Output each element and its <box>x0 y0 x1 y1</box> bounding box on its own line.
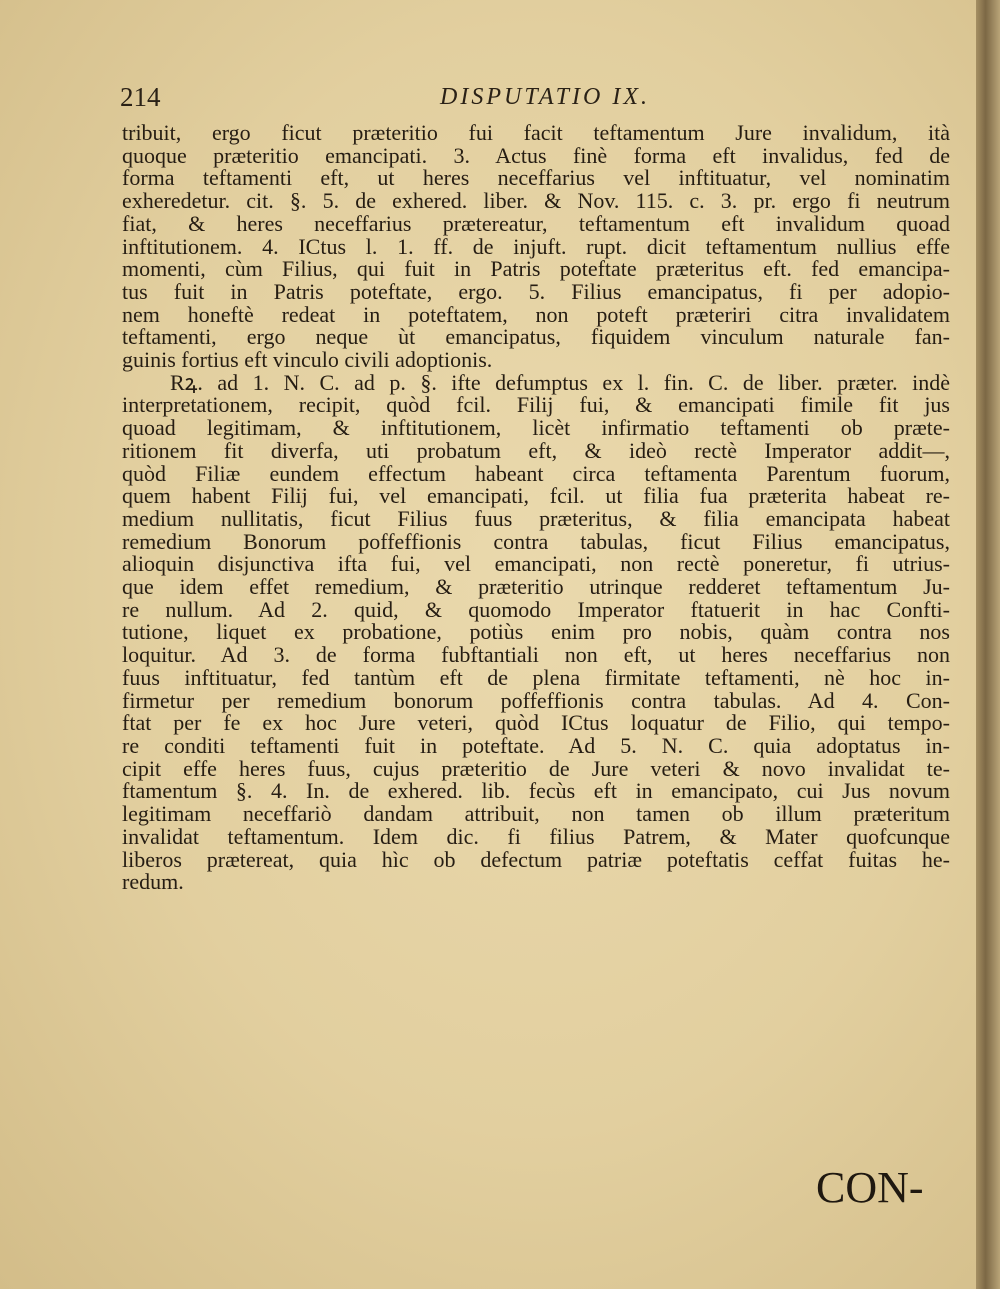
text-line: fuus inftituatur, fed tantùm eft de plena firmitate teftamenti, nè hoc in- <box>122 664 950 690</box>
text-line: inftitutionem. 4. ICtus l. 1. ff. de injuft. rupt. dicit teftamentum nullius effe <box>122 233 950 259</box>
text-line: forma teftamenti eft, ut heres neceffarius vel inftituatur, vel nominatim <box>122 165 950 191</box>
text-line: invalidat teftamentum. Idem dic. fi filius Patrem, & Mater quofcunque <box>122 823 950 849</box>
text-line: tutione, liquet ex probatione, potiùs enim pro nobis, quàm contra nos <box>122 619 950 645</box>
text-line: redum. <box>122 869 184 895</box>
running-head: DISPUTATIO IX. <box>440 84 650 110</box>
book-gutter <box>976 0 1000 1289</box>
text-line: re nullum. Ad 2. quid, & quomodo Imperator ftatuerit in hac Confti- <box>122 596 950 622</box>
text-line: firmetur per remedium bonorum poffeffionis contra tabulas. Ad 4. Con- <box>122 687 950 713</box>
text-line: interpretationem, recipit, quòd fcil. Filij fui, & emancipati fimile fit jus <box>122 392 950 418</box>
text-line: ritionem fit diverfa, uti probatum eft, & ideò rectè Imperator addit—, <box>122 437 950 463</box>
text-line: quem habent Filij fui, vel emancipati, fcil. ut filia fua præterita habeat re- <box>122 483 950 509</box>
catchword: CON- <box>816 1163 924 1212</box>
text-line: teftamenti, ergo neque ùt emancipatus, fiquidem vinculum naturale fan- <box>122 324 950 350</box>
text-line: fiat, & heres neceffarius prætereatur, teftamentum eft invalidum quoad <box>122 210 950 236</box>
text-line: legitimam neceffariò dandam attribuit, non tamen ob illum præteritum <box>122 801 950 827</box>
text-line: re conditi teftamenti fuit in poteftate. Ad 5. N. C. quia adoptatus in- <box>122 732 950 758</box>
text-line: medium nullitatis, ficut Filius fuus præteritus, & filia emancipata habeat <box>122 505 950 531</box>
text-line: ftat per fe ex hoc Jure veteri, quòd ICtus loquatur de Filio, qui tempo- <box>122 710 950 736</box>
text-line: exheredetur. cit. §. 5. de exhered. liber. & Nov. 115. c. 3. pr. ergo fi neutrum <box>122 188 950 214</box>
text-line: nem honeftè redeat in poteftatem, non poteft præteriri citra invalidatem <box>122 301 950 327</box>
page-number: 214 <box>120 82 161 112</box>
text-line: loquitur. Ad 3. de forma fubftantiali non eft, ut heres neceffarius non <box>122 642 950 668</box>
text-line: quoque præteritio emancipati. 3. Actus finè forma eft invalidus, fed de <box>122 142 950 168</box>
text-line: tus fuit in Patris poteftate, ergo. 5. Filius emancipatus, fi per adopio- <box>122 278 950 304</box>
text-line: quòd Filiæ eundem effectum habeant circa teftamenta Parentum fuorum, <box>122 460 950 486</box>
text-line: Rꝝ. ad 1. N. C. ad p. §. ifte defumptus ex l. fin. C. de liber. præter. indè <box>170 369 950 395</box>
text-line: alioquin disjunctiva ifta fui, vel emancipati, non rectè poneretur, fi utrius- <box>122 551 950 577</box>
text-line: que idem effet remedium, & præteritio utrinque redderet teftamentum Ju- <box>122 574 950 600</box>
text-line: guinis fortius eft vinculo civili adoptionis. <box>122 347 493 373</box>
text-line: tribuit, ergo ficut præteritio fui facit teftamentum Jure invalidum, ità <box>122 120 950 145</box>
text-line: cipit effe heres fuus, cujus præteritio de Jure veteri & novo invalidat te- <box>122 755 950 781</box>
body-text <box>122 122 950 894</box>
text-line: remedium Bonorum poffeffionis contra tabulas, ficut Filius emancipatus, <box>122 528 950 554</box>
text-line: momenti, cùm Filius, qui fuit in Patris poteftate præteritus eft. fed emancipa- <box>122 256 950 282</box>
text-line: quoad legitimam, & inftitutionem, licèt infirmatio teftamenti ob præte- <box>122 415 950 441</box>
text-line: liberos prætereat, quia hìc ob defectum patriæ poteftatis ceffat fuitas he- <box>122 846 950 872</box>
text-line: ftamentum §. 4. In. de exhered. lib. fecùs eft in emancipato, cui Jus novum <box>122 778 950 804</box>
